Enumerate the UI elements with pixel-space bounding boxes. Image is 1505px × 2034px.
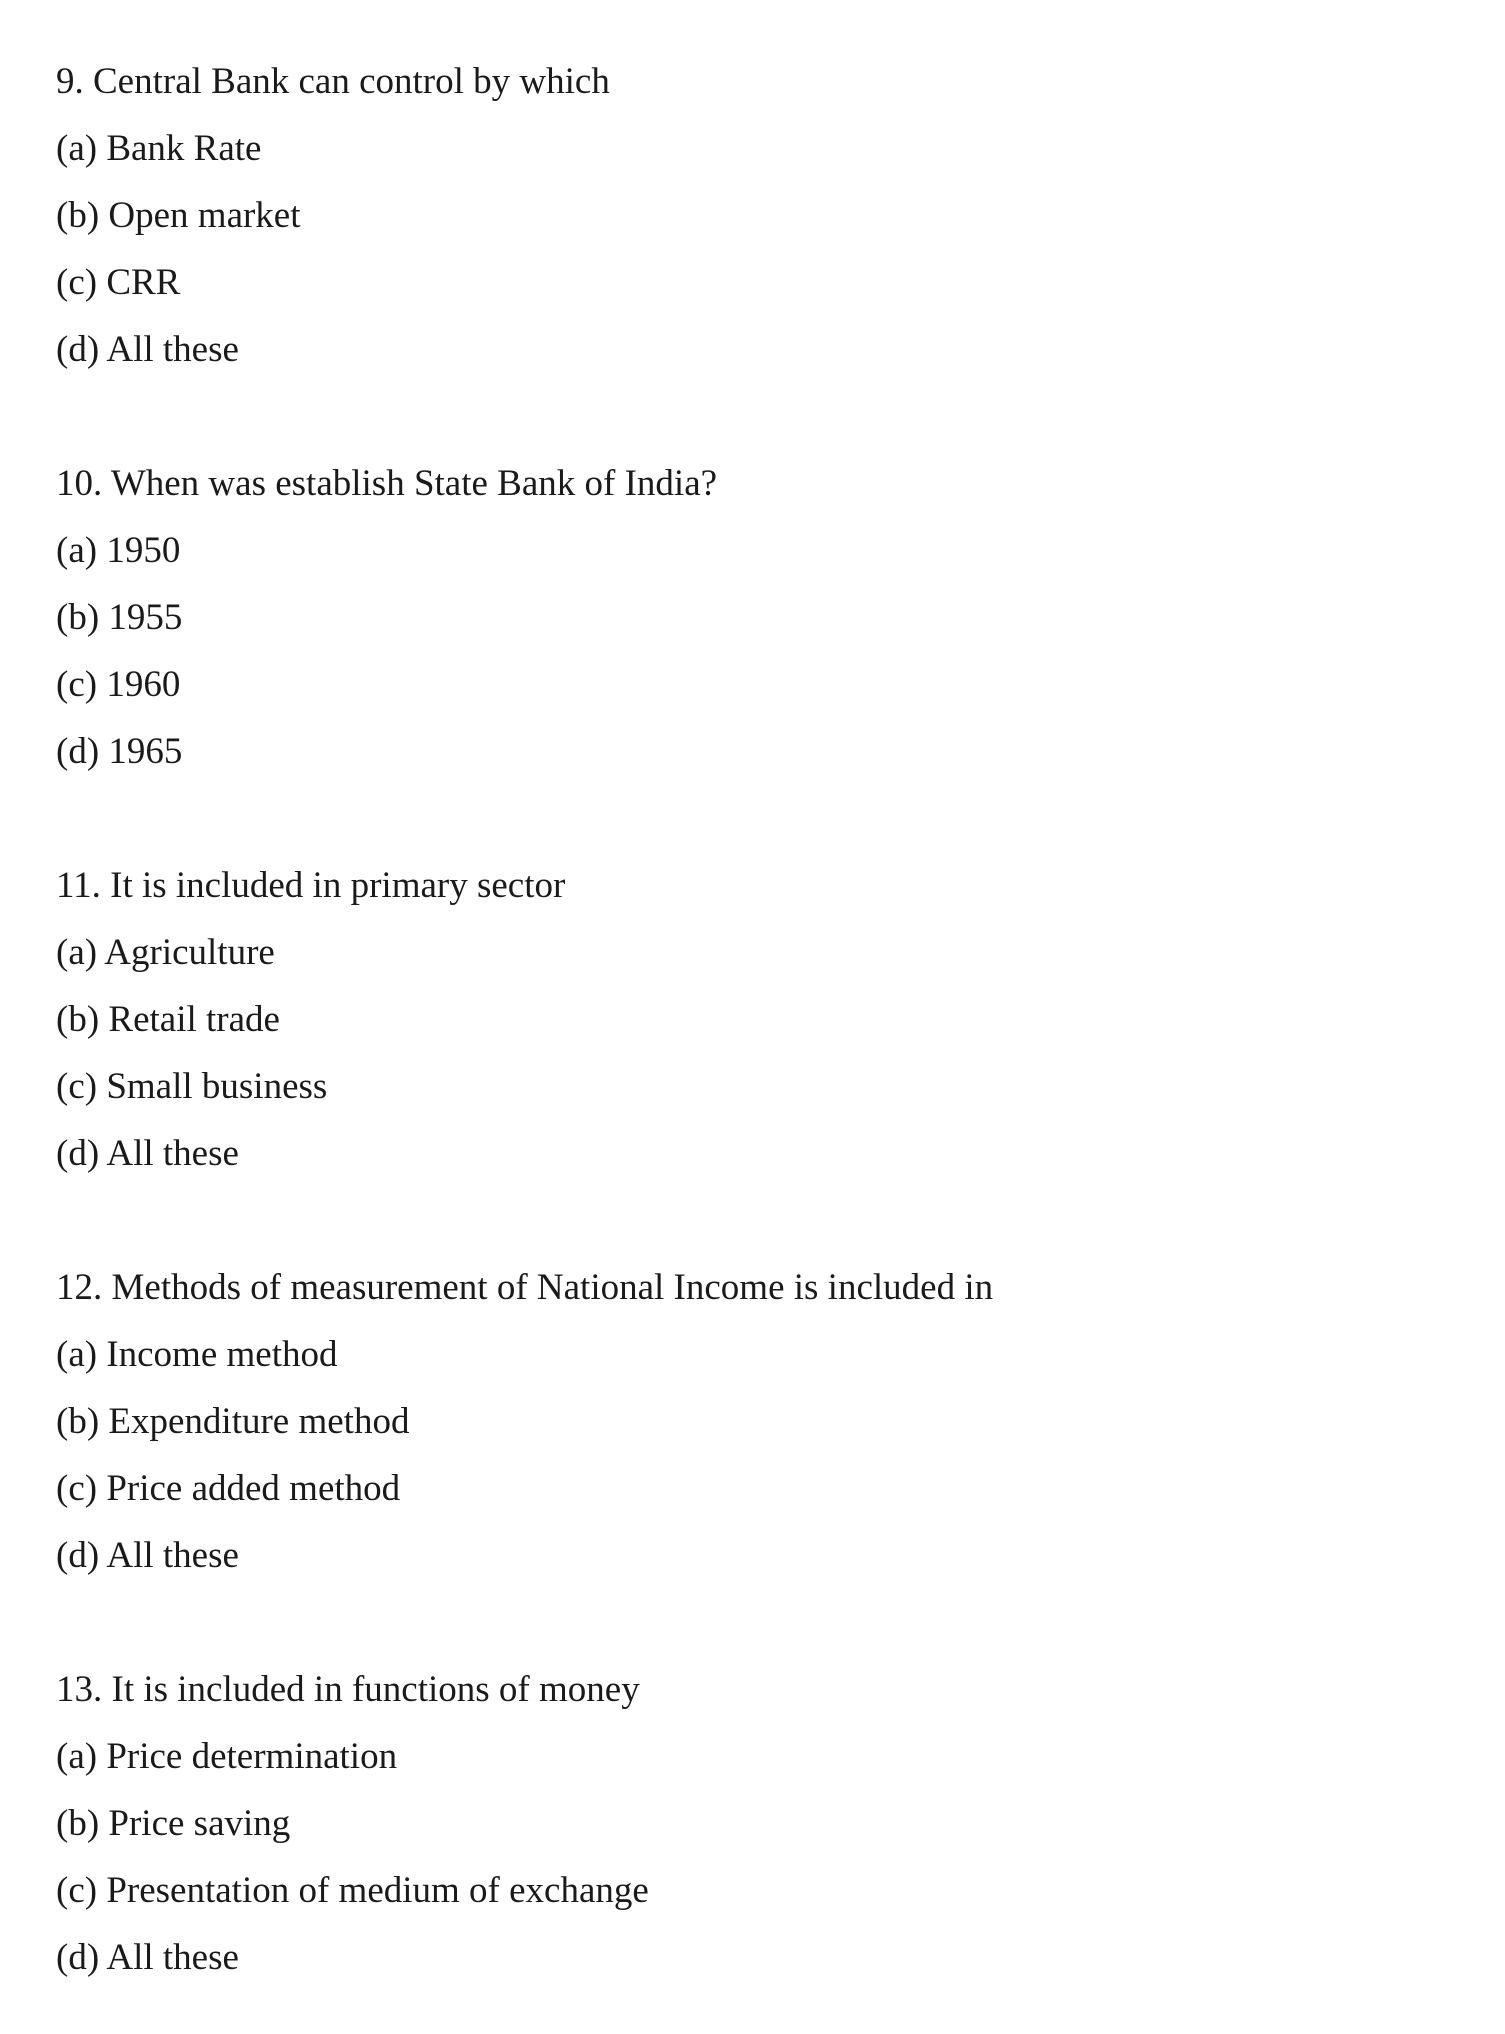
option-a: (a) Price determination — [56, 1736, 398, 1777]
option-a: (a) Income method — [56, 1334, 338, 1375]
option-b: (b) Open market — [56, 195, 301, 236]
option-d: (d) All these — [56, 1937, 239, 1978]
question-block-9 — [56, 48, 1456, 383]
question-text: 9. Central Bank can control by which — [56, 61, 610, 102]
option-c: (c) Presentation of medium of exchange — [56, 1870, 649, 1911]
question-text: 11. It is included in primary sector — [56, 865, 566, 906]
option-b: (b) Price saving — [56, 1803, 291, 1844]
question-text: 10. When was establish State Bank of India? — [56, 463, 718, 504]
option-a: (a) Agriculture — [56, 932, 275, 973]
option-c: (c) 1960 — [56, 664, 181, 705]
option-d: (d) 1965 — [56, 731, 183, 772]
question-block-11 — [56, 852, 1456, 1187]
option-d: (d) All these — [56, 1133, 239, 1174]
option-d: (d) All these — [56, 329, 239, 370]
question-page — [56, 48, 1456, 1991]
option-b: (b) 1955 — [56, 597, 183, 638]
question-block-12 — [56, 1254, 1456, 1589]
option-a: (a) 1950 — [56, 530, 181, 571]
option-c: (c) CRR — [56, 262, 181, 303]
question-block-10 — [56, 450, 1456, 785]
option-d: (d) All these — [56, 1535, 239, 1576]
question-block-13 — [56, 1656, 1456, 1991]
option-c: (c) Small business — [56, 1066, 328, 1107]
question-text: 13. It is included in functions of money — [56, 1669, 640, 1710]
question-text: 12. Methods of measurement of National Income is included in — [56, 1267, 994, 1308]
option-a: (a) Bank Rate — [56, 128, 262, 169]
option-b: (b) Retail trade — [56, 999, 280, 1040]
option-b: (b) Expenditure method — [56, 1401, 410, 1442]
option-c: (c) Price added method — [56, 1468, 401, 1509]
